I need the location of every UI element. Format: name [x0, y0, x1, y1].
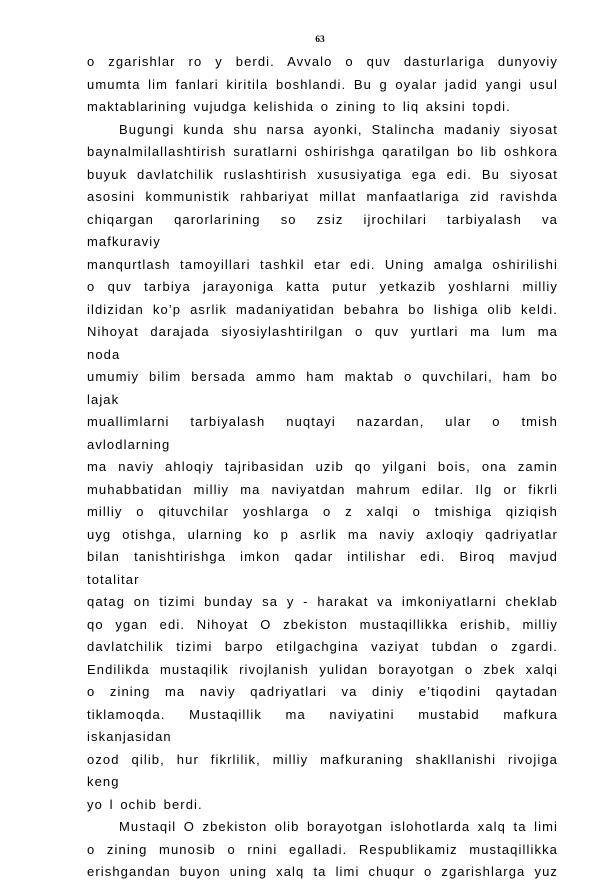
- text-line-last: yo l ochib berdi.: [87, 796, 203, 812]
- text-line: Mustaqil O zbekiston olib borayotgan islohotlarda xalq ta limi: [119, 819, 558, 834]
- text-line: Bugungi kunda shu narsa ayonki, Stalincha madaniy siyosat: [119, 121, 558, 137]
- text-line: o zining munosib o rnini egalladi. Respublikamiz mustaqillikka: [87, 841, 558, 857]
- text-line: bilan tanishtirishga imkon qadar intilishar edi. Biroq mavjud totalitar: [87, 549, 558, 587]
- text-line: uyg otishga, ularning ko p asrlik ma naviy axloqiy qadriyatlar: [87, 526, 558, 542]
- text-line: ildizidan ko’p asrlik madaniyatidan bebahra bo lishiga olib keldi.: [87, 301, 558, 317]
- text-line: o quv tarbiya jarayoniga katta putur yetkazib yoshlarni milliy: [87, 279, 558, 294]
- text-line: erishgandan buyon uning xalq ta limi chuqur o zgarishlarga yuz: [87, 864, 558, 879]
- text-line: manqurtlash tamoyillari tashkil etar edi. Uning amalga oshirilishi: [87, 256, 558, 272]
- text-line: davlatchilik tizimi barpo etilgachgina vaziyat tubdan o zgardi.: [87, 639, 558, 654]
- page-number: 63: [315, 35, 325, 45]
- text-line: Endilikda mustaqilik rivojlanish yulidan borayotgan o zbek xalqi: [87, 661, 558, 677]
- text-line: umumiy bilim bersada ammo ham maktab o quvchilari, ham bo lajak: [87, 369, 558, 407]
- text-line: o zining ma naviy qadriyatlari va diniy e’tiqodini qaytadan: [87, 684, 558, 699]
- text-line: muhabbatidan milliy ma naviyatdan mahrum edilar. Ilg or fikrli: [87, 481, 558, 497]
- text-line: umumta lim fanlari kiritila boshlandi. Bu g oyalar jadid yangi usul: [87, 76, 558, 92]
- text-line: Nihoyat darajada siyosiylashtirilgan o quv yurtlari ma lum ma noda: [87, 324, 558, 362]
- text-line: asosini kommunistik rahbariyat millat manfaatlariga zid ravishda: [87, 189, 558, 204]
- text-line: chiqargan qarorlarining so zsiz ijrochilari tarbiyalash va mafkuraviy: [87, 211, 558, 249]
- text-line: ozod qilib, hur fikrlilik, milliy mafkuraning shakllanishi rivojiga keng: [87, 751, 558, 789]
- text-line: milliy o qituvchilar yoshlarga o z xalqi o tmishiga qiziqish: [87, 504, 558, 519]
- text-line: muallimlarni tarbiyalash nuqtayi nazardan, ular o tmish avlodlarning: [87, 414, 558, 452]
- text-line: o zgarishlar ro y berdi. Avvalo o quv dasturlariga dunyoviy: [87, 54, 558, 69]
- paragraph-container: [87, 51, 558, 884]
- text-line: ma naviy ahloqiy tajribasidan uzib qo yilgani bois, ona zamin: [87, 459, 558, 474]
- text-line-last: maktablarining vujudga kelishida o zining to liq aksini topdi.: [87, 99, 511, 114]
- text-line: qo ygan edi. Nihoyat O zbekiston mustaqillikka erishib, milliy: [87, 616, 558, 632]
- text-line: baynalmilallashtirish suratlarni oshirishga qaratilgan bo lib oshkora: [87, 144, 558, 159]
- body-text: [87, 51, 558, 884]
- text-line: buyuk davlatchilik ruslashtirish xususiyatiga ega edi. Bu siyosat: [87, 166, 558, 182]
- text-line: qatag on tizimi bunday sa y - harakat va imkoniyatlarni cheklab: [87, 594, 558, 609]
- text-line: tiklamoqda. Mustaqillik ma naviyatini mustabid mafkura iskanjasidan: [87, 706, 558, 744]
